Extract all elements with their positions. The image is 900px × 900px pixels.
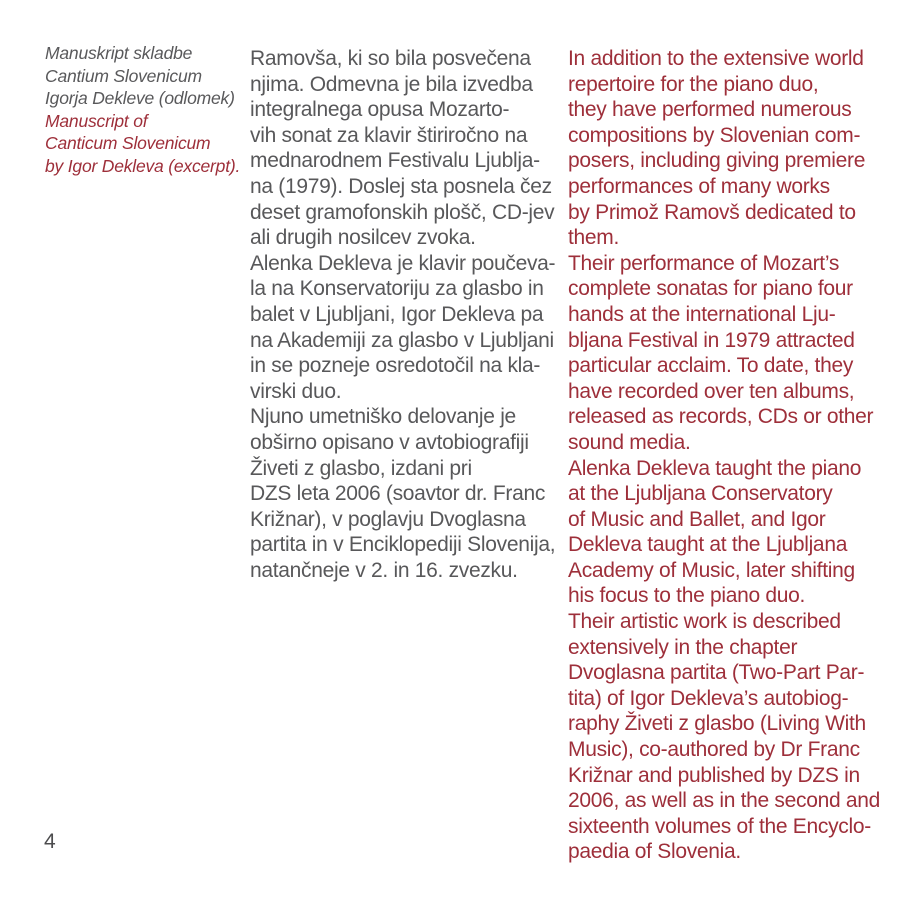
text-line: raphy Živeti z glasbo (Living With (568, 712, 866, 736)
text-line: Igorja Dekleve (odlomek) (45, 88, 235, 109)
text-line: particular acclaim. To date, they (568, 354, 854, 378)
text-line: have recorded over ten albums, (568, 379, 855, 403)
text-line: Music), co-authored by Dr Franc (568, 738, 860, 762)
text-line: Their artistic work is described (568, 610, 841, 634)
text-line: Cantium Slovenicum (45, 65, 202, 86)
slovenian-text-column (250, 46, 562, 583)
text-line: njima. Odmevna je bila izvedba (250, 72, 533, 96)
text-line: Canticum Slovenicum (45, 133, 211, 154)
text-line: posers, including giving premiere (568, 149, 866, 173)
text-line: paedia of Slovenia. (568, 840, 741, 864)
text-line: natančneje v 2. in 16. zvezku. (250, 558, 518, 582)
text-line: balet v Ljubljani, Igor Dekleva pa (250, 302, 544, 326)
text-line: Dekleva taught at the Ljubljana (568, 533, 848, 557)
text-line: his focus to the piano duo. (568, 584, 806, 608)
text-line: integralnega opusa Mozarto- (250, 98, 510, 122)
text-line: na Akademiji za glasbo v Ljubljani (250, 328, 554, 352)
text-line: at the Ljubljana Conservatory (568, 482, 833, 506)
text-line: la na Konservatoriju za glasbo in (250, 277, 544, 301)
caption-english (45, 110, 245, 178)
text-line: In addition to the extensive world (568, 47, 864, 70)
text-line: ali drugih nosilcev zvoka. (250, 226, 476, 250)
text-line: deset gramofonskih plošč, CD-jev (250, 200, 555, 224)
text-line: by Primož Ramovš dedicated to (568, 200, 856, 224)
text-line: they have performed numerous (568, 98, 852, 122)
text-line: Križnar), v poglavju Dvoglasna (250, 507, 526, 531)
text-line: Manuscript of (45, 110, 148, 131)
text-line: Alenka Dekleva je klavir poučeva- (250, 251, 556, 275)
text-line: in se pozneje osredotočil na kla- (250, 354, 541, 378)
text-line: hands at the international Lju- (568, 302, 836, 326)
text-line: Their performance of Mozart’s (568, 251, 840, 275)
text-line: sound media. (568, 430, 691, 454)
text-line: bljana Festival in 1979 attracted (568, 328, 855, 352)
text-line: Živeti z glasbo, izdani pri (250, 456, 472, 480)
text-line: obširno opisano v avtobiografiji (250, 430, 529, 454)
text-line: complete sonatas for piano four (568, 277, 853, 301)
text-line: Alenka Dekleva taught the piano (568, 456, 862, 480)
text-line: performances of many works (568, 174, 830, 198)
text-line: of Music and Ballet, and Igor (568, 507, 826, 531)
text-line: Dvoglasna partita (Two-Part Par- (568, 661, 865, 685)
text-line: mednarodnem Festivalu Ljublja- (250, 149, 540, 173)
text-line: partita in v Enciklopediji Slovenija, (250, 533, 556, 557)
text-line: Manuskript skladbe (45, 43, 193, 63)
image-caption (45, 42, 245, 178)
text-line: tita) of Igor Dekleva’s autobiog- (568, 686, 849, 710)
text-line: them. (568, 226, 620, 250)
text-line: Ramovša, ki so bila posvečena (250, 47, 531, 70)
page-number: 4 (44, 830, 56, 853)
text-line: 2006, as well as in the second and (568, 789, 881, 813)
text-line: repertoire for the piano duo, (568, 72, 819, 96)
text-line: compositions by Slovenian com- (568, 123, 861, 147)
caption-slovenian (45, 42, 245, 110)
text-line: virski duo. (250, 379, 342, 403)
english-text-column (568, 46, 880, 865)
text-line: extensively in the chapter (568, 635, 798, 659)
text-line: vih sonat za klavir štiriročno na (250, 123, 528, 147)
text-line: Križnar and published by DZS in (568, 763, 860, 787)
text-line: by Igor Dekleva (excerpt). (45, 155, 241, 176)
text-line: DZS leta 2006 (soavtor dr. Franc (250, 482, 546, 506)
text-line: na (1979). Doslej sta posnela čez (250, 174, 552, 198)
text-line: Academy of Music, later shifting (568, 558, 855, 582)
text-line: released as records, CDs or other (568, 405, 874, 429)
text-line: sixteenth volumes of the Encyclo- (568, 814, 871, 838)
text-line: Njuno umetniško delovanje je (250, 405, 516, 429)
